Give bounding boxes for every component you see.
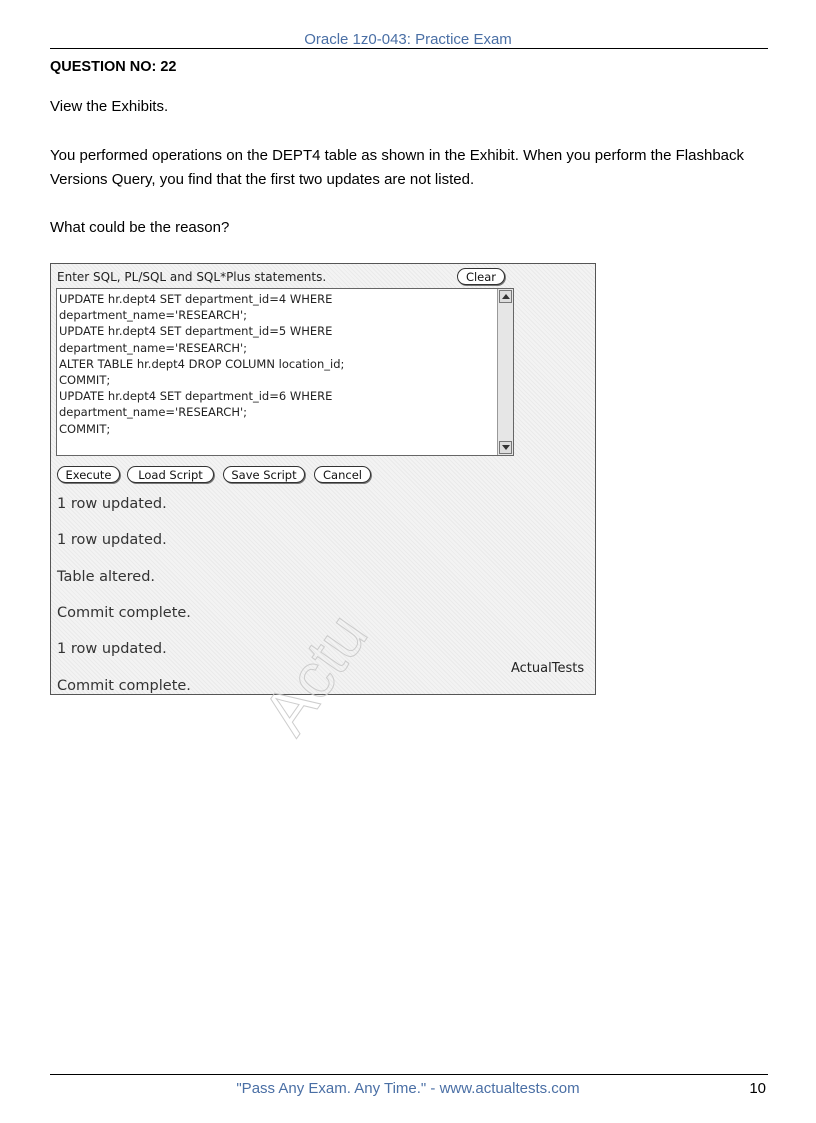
- footer-tagline: "Pass Any Exam. Any Time." - www.actualtests.com: [236, 1080, 580, 1097]
- cancel-button[interactable]: Cancel: [314, 466, 371, 483]
- sql-editor[interactable]: [56, 288, 514, 456]
- scroll-down-button[interactable]: [499, 441, 512, 454]
- footer-divider: [50, 1074, 768, 1075]
- output-line: Commit complete.: [57, 678, 191, 694]
- output-line: Commit complete.: [57, 605, 191, 621]
- save-script-button[interactable]: Save Script: [223, 466, 305, 483]
- header-divider: [50, 48, 768, 49]
- clear-button[interactable]: Clear: [457, 268, 505, 285]
- exhibit-brand: ActualTests: [511, 661, 585, 676]
- page-number: 10: [749, 1080, 766, 1097]
- sql-editor-scrollbar[interactable]: [497, 289, 513, 455]
- arrow-down-icon: [502, 445, 510, 450]
- output-line: 1 row updated.: [57, 641, 167, 657]
- arrow-up-icon: [502, 294, 510, 299]
- question-prompt: What could be the reason?: [50, 219, 230, 236]
- page-header-title: Oracle 1z0-043: Practice Exam: [304, 31, 512, 48]
- load-script-button[interactable]: Load Script: [127, 466, 214, 483]
- output-line: 1 row updated.: [57, 532, 167, 548]
- question-number: QUESTION NO: 22: [50, 59, 177, 75]
- sql-editor-text[interactable]: UPDATE hr.dept4 SET department_id=4 WHERE department_name='RESEARCH'; UPDATE hr.dept4 SET department_id=5 WHERE department_name='RESEARCH'; ALTER TABLE hr.dept4 DROP COLUMN location_id; COMMIT; UPDATE hr.dept4 SET department_id=6 WHERE department_name='RESEARCH'; COMMIT;: [59, 292, 345, 436]
- output-line: 1 row updated.: [57, 496, 167, 512]
- execute-button[interactable]: Execute: [57, 466, 120, 483]
- output-line: Table altered.: [57, 569, 156, 585]
- exhibit-instruction: Enter SQL, PL/SQL and SQL*Plus statements.: [57, 270, 327, 284]
- watermark: Actu: [248, 600, 382, 747]
- scroll-up-button[interactable]: [499, 290, 512, 303]
- question-body: You performed operations on the DEPT4 table as shown in the Exhibit. When you perform the Flashback Versions Query, you find that the first two updates are not listed.: [50, 147, 744, 188]
- question-intro: View the Exhibits.: [50, 98, 169, 115]
